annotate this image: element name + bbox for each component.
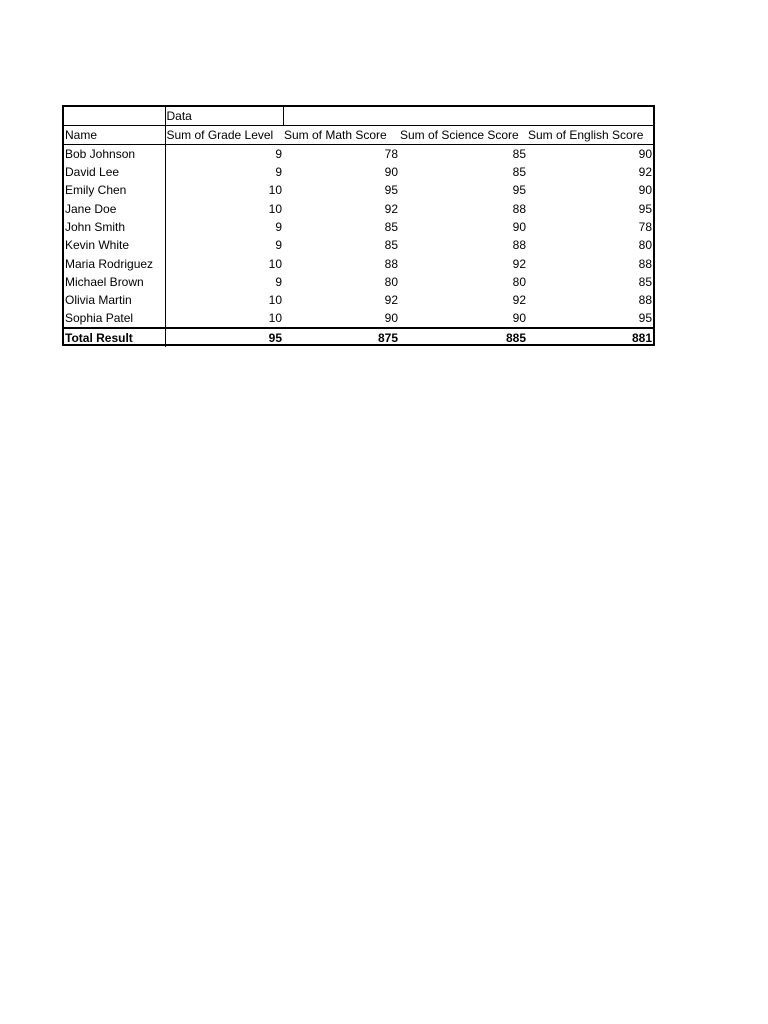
cell-science-score[interactable]: 90 (512, 311, 526, 326)
header-english-score[interactable]: Sum of English Score (527, 126, 653, 145)
data-field-span[interactable] (283, 107, 653, 126)
total-row (64, 328, 653, 347)
cell-science-score[interactable]: 92 (512, 256, 526, 271)
total-label[interactable]: Total Result (64, 328, 165, 347)
total-english-score[interactable]: 881 (527, 328, 653, 347)
cell-math-score[interactable]: 78 (384, 147, 398, 161)
cell-english-score[interactable]: 88 (638, 293, 653, 308)
table-row (64, 254, 653, 272)
cell-name[interactable]: Jane Doe (64, 200, 165, 218)
header-science-score[interactable]: Sum of Science Score (399, 126, 527, 145)
cell-math-score[interactable]: 92 (384, 293, 398, 308)
data-field-label[interactable]: Data (165, 107, 283, 126)
cell-english-score[interactable]: 92 (638, 165, 653, 180)
cell-name[interactable]: Kevin White (64, 236, 165, 254)
cell-grade-level[interactable]: 10 (268, 311, 282, 326)
cell-name[interactable]: Michael Brown (64, 273, 165, 291)
cell-math-score[interactable]: 90 (384, 165, 398, 180)
total-grade-level[interactable]: 95 (165, 328, 283, 347)
pivot-table (62, 105, 655, 346)
total-science-score[interactable]: 885 (399, 328, 527, 347)
table-row (64, 309, 653, 328)
cell-math-score[interactable]: 80 (384, 274, 398, 289)
table-row (64, 273, 653, 291)
cell-grade-level[interactable]: 10 (268, 201, 282, 216)
cell-math-score[interactable]: 92 (384, 201, 398, 216)
pivot-grid (64, 107, 653, 347)
table-row (64, 291, 653, 309)
cell-science-score[interactable]: 80 (512, 274, 526, 289)
cell-english-score[interactable]: 78 (638, 220, 653, 235)
cell-english-score[interactable]: 80 (638, 238, 653, 253)
cell-grade-level[interactable]: 10 (268, 256, 282, 271)
cell-math-score[interactable]: 90 (384, 311, 398, 326)
cell-name[interactable]: Bob Johnson (64, 145, 165, 164)
cell-grade-level[interactable]: 9 (275, 147, 282, 161)
table-row (64, 218, 653, 236)
column-header-row (64, 126, 653, 145)
header-math-score[interactable]: Sum of Math Score (283, 126, 399, 145)
cell-english-score[interactable]: 90 (638, 183, 653, 198)
cell-name[interactable]: Olivia Martin (64, 291, 165, 309)
cell-grade-level[interactable]: 9 (275, 238, 282, 253)
cell-english-score[interactable]: 90 (638, 147, 653, 161)
cell-science-score[interactable]: 88 (512, 201, 526, 216)
table-row (64, 163, 653, 181)
cell-grade-level[interactable]: 9 (275, 274, 282, 289)
data-header-row (64, 107, 653, 126)
cell-science-score[interactable]: 95 (512, 183, 526, 198)
cell-english-score[interactable]: 85 (638, 274, 653, 289)
cell-grade-level[interactable]: 10 (268, 183, 282, 198)
cell-grade-level[interactable]: 9 (275, 165, 282, 180)
table-row (64, 145, 653, 164)
cell-science-score[interactable]: 85 (512, 147, 526, 161)
cell-english-score[interactable]: 95 (638, 201, 653, 216)
table-row (64, 181, 653, 199)
cell-science-score[interactable]: 90 (512, 220, 526, 235)
cell-english-score[interactable]: 88 (638, 256, 653, 271)
header-name[interactable]: Name (64, 126, 165, 145)
cell-name[interactable]: Emily Chen (64, 181, 165, 199)
cell-math-score[interactable]: 88 (384, 256, 398, 271)
cell-name[interactable]: Sophia Patel (64, 309, 165, 328)
cell-math-score[interactable]: 85 (384, 220, 398, 235)
cell-name[interactable]: Maria Rodriguez (64, 254, 165, 272)
cell-english-score[interactable]: 95 (638, 311, 653, 326)
cell-science-score[interactable]: 88 (512, 238, 526, 253)
table-row (64, 236, 653, 254)
cell-name[interactable]: John Smith (64, 218, 165, 236)
cell-science-score[interactable]: 85 (512, 165, 526, 180)
cell-math-score[interactable]: 95 (384, 183, 398, 198)
total-math-score[interactable]: 875 (283, 328, 399, 347)
cell-name[interactable]: David Lee (64, 163, 165, 181)
cell-math-score[interactable]: 85 (384, 238, 398, 253)
cell-science-score[interactable]: 92 (512, 293, 526, 308)
header-grade-level[interactable]: Sum of Grade Level (165, 126, 283, 145)
cell-grade-level[interactable]: 10 (268, 293, 282, 308)
cell-grade-level[interactable]: 9 (275, 220, 282, 235)
corner-cell[interactable] (64, 107, 165, 126)
table-row (64, 200, 653, 218)
